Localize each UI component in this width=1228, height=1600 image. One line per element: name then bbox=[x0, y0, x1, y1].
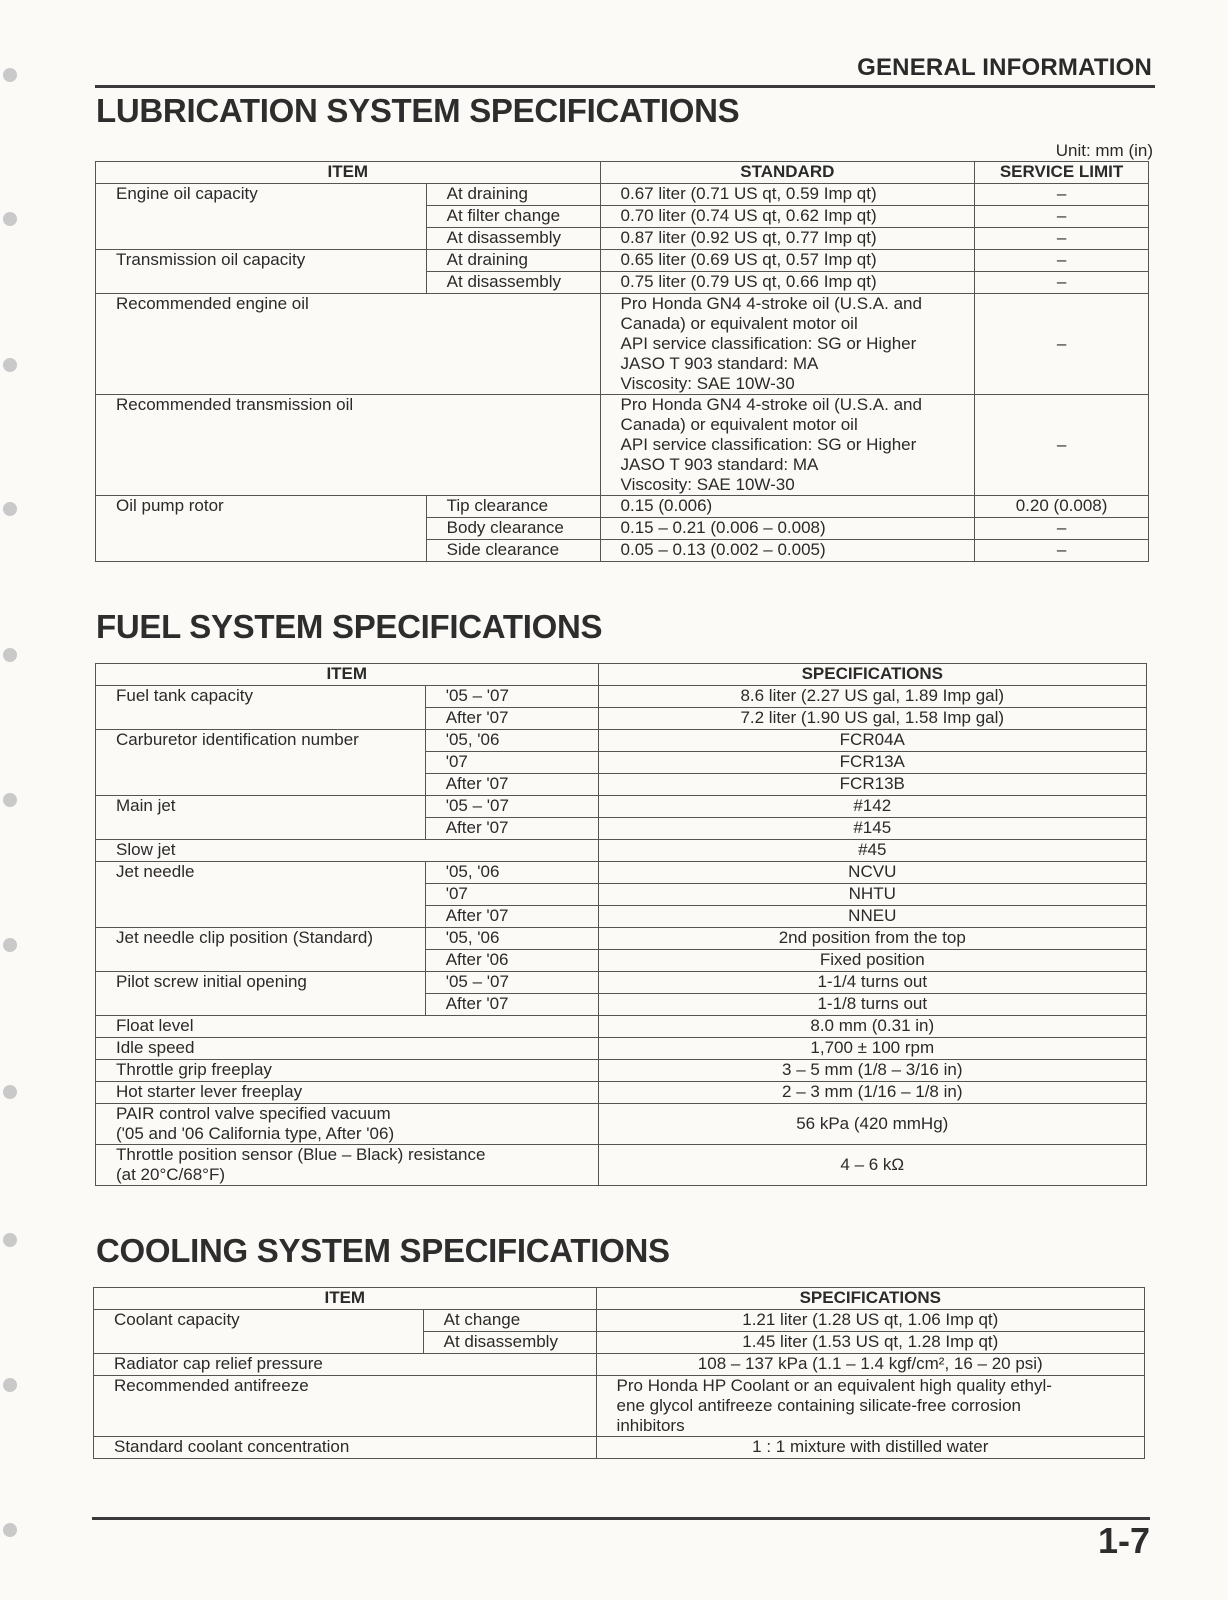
binder-hole bbox=[3, 1233, 17, 1247]
sub-item: '07 bbox=[425, 752, 598, 774]
table-row bbox=[96, 496, 1149, 518]
sub-item: '05 – '07 bbox=[425, 972, 598, 994]
sub-item: At disassembly bbox=[426, 228, 600, 250]
item-label: Idle speed bbox=[96, 1038, 599, 1060]
spec-value: 8.6 liter (2.27 US gal, 1.89 Imp gal) bbox=[598, 686, 1146, 708]
table-row bbox=[94, 1437, 1145, 1459]
item-label: Pilot screw initial opening bbox=[96, 972, 426, 1016]
spec-value: #45 bbox=[598, 840, 1146, 862]
spec-value: FCR04A bbox=[598, 730, 1146, 752]
table-row bbox=[96, 796, 1147, 818]
page-number: 1-7 bbox=[1097, 1520, 1150, 1561]
item-label: Recommended engine oil bbox=[96, 294, 601, 395]
spec-value: #145 bbox=[598, 818, 1146, 840]
standard-value: 0.15 – 0.21 (0.006 – 0.008) bbox=[600, 518, 975, 540]
table-row bbox=[96, 972, 1147, 994]
spec-value: FCR13A bbox=[598, 752, 1146, 774]
spec-line: ene glycol antifreeze containing silicate-free corrosion bbox=[616, 1396, 1021, 1415]
col-header-standard: STANDARD bbox=[600, 162, 975, 184]
spec-value: 7.2 liter (1.90 US gal, 1.58 Imp gal) bbox=[598, 708, 1146, 730]
spec-value: 3 – 5 mm (1/8 – 3/16 in) bbox=[598, 1060, 1146, 1082]
spec-line: Canada) or equivalent motor oil bbox=[620, 415, 858, 434]
sub-item: '07 bbox=[425, 884, 598, 906]
sub-item: At draining bbox=[426, 184, 600, 206]
sub-item: At disassembly bbox=[423, 1332, 596, 1354]
table-row bbox=[96, 1016, 1147, 1038]
spec-line: Pro Honda GN4 4-stroke oil (U.S.A. and bbox=[620, 395, 922, 414]
spec-value bbox=[596, 1376, 1144, 1437]
col-header-item: ITEM bbox=[96, 664, 599, 686]
sub-item: At change bbox=[423, 1310, 596, 1332]
item-label: Transmission oil capacity bbox=[96, 250, 427, 294]
spec-value: 8.0 mm (0.31 in) bbox=[598, 1016, 1146, 1038]
sub-item: At disassembly bbox=[426, 272, 600, 294]
limit-value: 0.20 (0.008) bbox=[975, 496, 1149, 518]
header-rule bbox=[95, 85, 1155, 88]
standard-value: 0.75 liter (0.79 US qt, 0.66 Imp qt) bbox=[600, 272, 975, 294]
item-label: Engine oil capacity bbox=[96, 184, 427, 250]
item-label-line: (at 20°C/68°F) bbox=[116, 1165, 226, 1184]
sub-item: At filter change bbox=[426, 206, 600, 228]
sub-item: After '07 bbox=[425, 708, 598, 730]
cooling-table bbox=[93, 1287, 1145, 1459]
spec-value: 1-1/8 turns out bbox=[598, 994, 1146, 1016]
spec-value: 56 kPa (420 mmHg) bbox=[598, 1104, 1146, 1145]
binder-hole bbox=[3, 212, 17, 226]
table-row bbox=[96, 730, 1147, 752]
sub-item: '05, '06 bbox=[425, 730, 598, 752]
sub-item: Body clearance bbox=[426, 518, 600, 540]
lubrication-table bbox=[95, 161, 1149, 562]
binder-hole bbox=[3, 358, 17, 372]
table-header-row bbox=[96, 162, 1149, 184]
lubrication-title: LUBRICATION SYSTEM SPECIFICATIONS bbox=[96, 92, 740, 129]
standard-value bbox=[600, 294, 975, 395]
sub-item: After '07 bbox=[425, 906, 598, 928]
table-row bbox=[94, 1310, 1145, 1332]
binder-hole bbox=[3, 68, 17, 82]
limit-value: – bbox=[975, 272, 1149, 294]
standard-value: 0.05 – 0.13 (0.002 – 0.005) bbox=[600, 540, 975, 562]
item-label: Carburetor identification number bbox=[96, 730, 426, 796]
spec-line: JASO T 903 standard: MA bbox=[620, 455, 819, 474]
item-label: Oil pump rotor bbox=[96, 496, 427, 562]
spec-value: FCR13B bbox=[598, 774, 1146, 796]
sub-item: '05 – '07 bbox=[425, 686, 598, 708]
spec-line: Pro Honda HP Coolant or an equivalent high quality ethyl- bbox=[616, 1376, 1052, 1395]
item-label: Hot starter lever freeplay bbox=[96, 1082, 599, 1104]
sub-item: Tip clearance bbox=[426, 496, 600, 518]
item-label: Throttle grip freeplay bbox=[96, 1060, 599, 1082]
table-row bbox=[96, 928, 1147, 950]
table-row bbox=[96, 184, 1149, 206]
item-label bbox=[96, 1104, 599, 1145]
table-header-row bbox=[94, 1288, 1145, 1310]
table-row bbox=[96, 1038, 1147, 1060]
binder-hole bbox=[3, 1378, 17, 1392]
item-label: Recommended transmission oil bbox=[96, 395, 601, 496]
table-row bbox=[96, 686, 1147, 708]
spec-line: Canada) or equivalent motor oil bbox=[620, 314, 858, 333]
spec-value: Fixed position bbox=[598, 950, 1146, 972]
standard-value: 0.15 (0.006) bbox=[600, 496, 975, 518]
table-row bbox=[96, 1104, 1147, 1145]
spec-line: Pro Honda GN4 4-stroke oil (U.S.A. and bbox=[620, 294, 922, 313]
table-row bbox=[94, 1354, 1145, 1376]
table-row bbox=[96, 395, 1149, 496]
item-label-line: PAIR control valve specified vacuum bbox=[116, 1104, 391, 1123]
sub-item: After '07 bbox=[425, 774, 598, 796]
item-label: Float level bbox=[96, 1016, 599, 1038]
item-label: Jet needle clip position (Standard) bbox=[96, 928, 426, 972]
table-row bbox=[96, 294, 1149, 395]
spec-value: 1.45 liter (1.53 US qt, 1.28 Imp qt) bbox=[596, 1332, 1144, 1354]
table-header-row bbox=[96, 664, 1147, 686]
binder-hole bbox=[3, 1085, 17, 1099]
col-header-specifications: SPECIFICATIONS bbox=[596, 1288, 1144, 1310]
limit-value: – bbox=[975, 518, 1149, 540]
binder-hole bbox=[3, 938, 17, 952]
standard-value: 0.70 liter (0.74 US qt, 0.62 Imp qt) bbox=[600, 206, 975, 228]
spec-value: 1.21 liter (1.28 US qt, 1.06 Imp qt) bbox=[596, 1310, 1144, 1332]
spec-value: 1-1/4 turns out bbox=[598, 972, 1146, 994]
spec-line: inhibitors bbox=[616, 1416, 685, 1435]
table-row bbox=[96, 862, 1147, 884]
cooling-title: COOLING SYSTEM SPECIFICATIONS bbox=[96, 1232, 670, 1269]
spec-line: API service classification: SG or Higher bbox=[620, 334, 917, 353]
standard-value: 0.67 liter (0.71 US qt, 0.59 Imp qt) bbox=[600, 184, 975, 206]
table-row bbox=[96, 250, 1149, 272]
limit-value: – bbox=[975, 294, 1149, 395]
table-row bbox=[96, 1060, 1147, 1082]
item-label: Standard coolant concentration bbox=[94, 1437, 597, 1459]
spec-value: 2 – 3 mm (1/16 – 1/8 in) bbox=[598, 1082, 1146, 1104]
item-label: Recommended antifreeze bbox=[94, 1376, 597, 1437]
spec-value: NNEU bbox=[598, 906, 1146, 928]
sub-item: '05, '06 bbox=[425, 862, 598, 884]
fuel-table bbox=[95, 663, 1147, 1186]
standard-value bbox=[600, 395, 975, 496]
sub-item: '05 – '07 bbox=[425, 796, 598, 818]
limit-value: – bbox=[975, 395, 1149, 496]
spec-line: API service classification: SG or Higher bbox=[620, 435, 917, 454]
binder-hole bbox=[3, 502, 17, 516]
spec-value: 2nd position from the top bbox=[598, 928, 1146, 950]
limit-value: – bbox=[975, 540, 1149, 562]
limit-value: – bbox=[975, 184, 1149, 206]
col-header-specifications: SPECIFICATIONS bbox=[598, 664, 1146, 686]
spec-value: 1 : 1 mixture with distilled water bbox=[596, 1437, 1144, 1459]
col-header-service-limit: SERVICE LIMIT bbox=[975, 162, 1149, 184]
item-label: Radiator cap relief pressure bbox=[94, 1354, 597, 1376]
sub-item: Side clearance bbox=[426, 540, 600, 562]
limit-value: – bbox=[975, 228, 1149, 250]
binder-hole bbox=[3, 1523, 17, 1537]
spec-line: Viscosity: SAE 10W-30 bbox=[620, 374, 795, 393]
table-row bbox=[96, 1082, 1147, 1104]
sub-item: After '06 bbox=[425, 950, 598, 972]
spec-value: 1,700 ± 100 rpm bbox=[598, 1038, 1146, 1060]
standard-value: 0.65 liter (0.69 US qt, 0.57 Imp qt) bbox=[600, 250, 975, 272]
item-label bbox=[96, 1145, 599, 1186]
spec-value: NHTU bbox=[598, 884, 1146, 906]
spec-value: #142 bbox=[598, 796, 1146, 818]
sub-item: '05, '06 bbox=[425, 928, 598, 950]
sub-item: At draining bbox=[426, 250, 600, 272]
spec-value: NCVU bbox=[598, 862, 1146, 884]
item-label: Jet needle bbox=[96, 862, 426, 928]
item-label: Fuel tank capacity bbox=[96, 686, 426, 730]
binder-hole bbox=[3, 648, 17, 662]
item-label: Main jet bbox=[96, 796, 426, 840]
spec-value: 4 – 6 kΩ bbox=[598, 1145, 1146, 1186]
footer-rule bbox=[92, 1517, 1150, 1520]
fuel-title: FUEL SYSTEM SPECIFICATIONS bbox=[96, 608, 603, 645]
spec-value: 108 – 137 kPa (1.1 – 1.4 kgf/cm², 16 – 20 psi) bbox=[596, 1354, 1144, 1376]
item-label: Coolant capacity bbox=[94, 1310, 424, 1354]
spec-line: Viscosity: SAE 10W-30 bbox=[620, 475, 795, 494]
limit-value: – bbox=[975, 206, 1149, 228]
table-row bbox=[96, 1145, 1147, 1186]
table-row bbox=[96, 840, 1147, 862]
table-row bbox=[94, 1376, 1145, 1437]
sub-item: After '07 bbox=[425, 994, 598, 1016]
col-header-item: ITEM bbox=[94, 1288, 597, 1310]
item-label: Slow jet bbox=[96, 840, 599, 862]
unit-label: Unit: mm (in) bbox=[1055, 141, 1153, 160]
sub-item: After '07 bbox=[425, 818, 598, 840]
header-title: GENERAL INFORMATION bbox=[857, 54, 1152, 81]
col-header-item: ITEM bbox=[96, 162, 601, 184]
item-label-line: Throttle position sensor (Blue – Black) resistance bbox=[116, 1145, 486, 1164]
limit-value: – bbox=[975, 250, 1149, 272]
standard-value: 0.87 liter (0.92 US qt, 0.77 Imp qt) bbox=[600, 228, 975, 250]
binder-hole bbox=[3, 793, 17, 807]
item-label-line: ('05 and '06 California type, After '06) bbox=[116, 1124, 395, 1143]
spec-line: JASO T 903 standard: MA bbox=[620, 354, 819, 373]
